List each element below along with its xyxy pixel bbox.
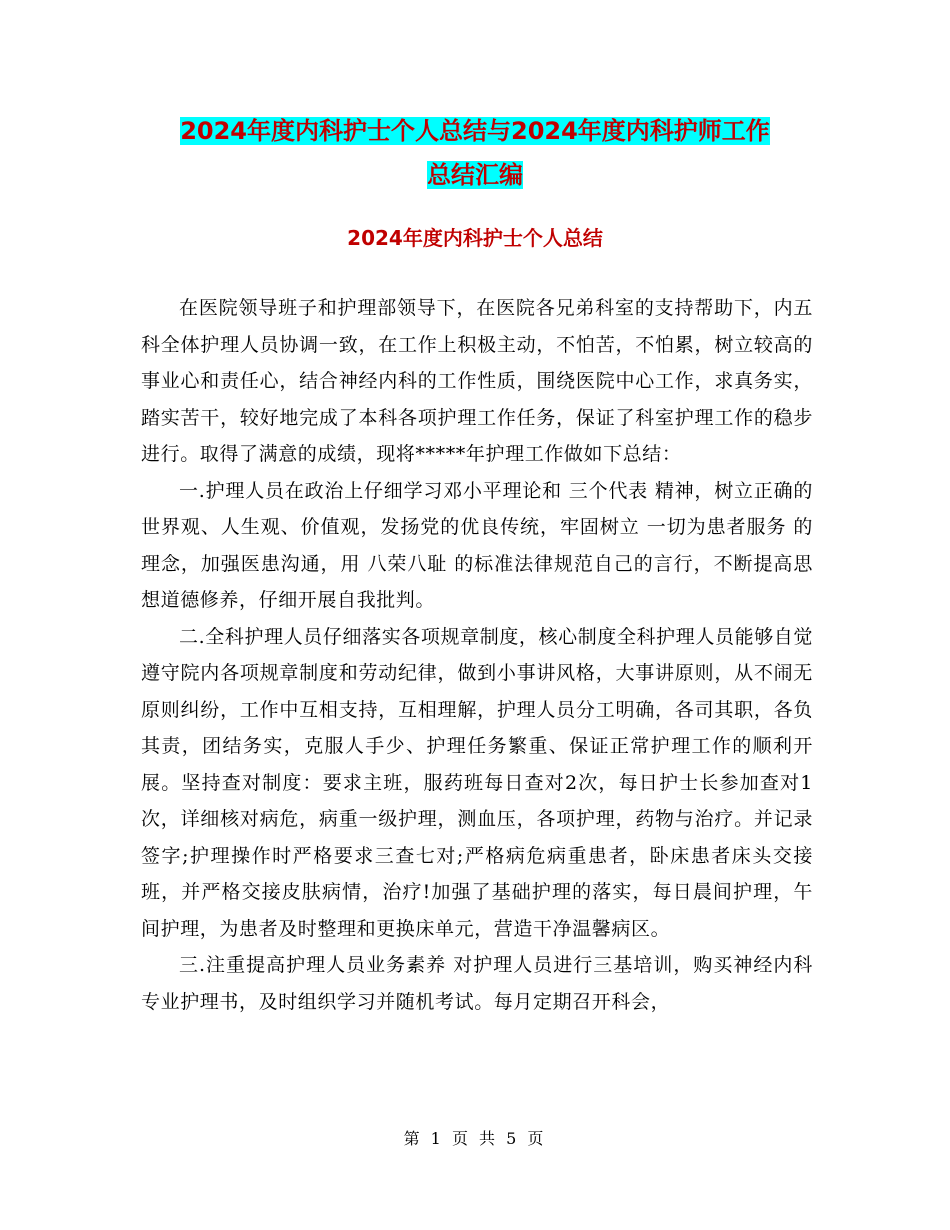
page-footer: 第 1 页 共 5 页 (403, 1129, 547, 1148)
paragraph-intro: 在医院领导班子和护理部领导下，在医院各兄弟科室的支持帮助下，内五科全体护理人员协调一致，在工作上积极主动，不怕苦，不怕累，树立较高的事业心和责任心，结合神经内科的工作性质，围绕医院中心工作，求真务实，踏实苦干，较好地完成了本科各项护理工作任务，保证了科室护理工作的稳步进行。取得了满意的成绩，现将*****年护理工作做如下总结： (141, 297, 813, 465)
document-body (141, 290, 813, 1020)
document-title-line1: 2024年度内科护士个人总结与2024年度内科护师工作 (180, 117, 770, 145)
paragraph-section-2: 二.全科护理人员仔细落实各项规章制度，核心制度全科护理人员能够自觉遵守院内各项规章制度和劳动纪律，做到小事讲风格，大事讲原则，从不闹无原则纠纷，工作中互相支持，互相理解，护理人员分工明确，各司其职，各负其责，团结务实，克服人手少、护理任务繁重、保证正常护理工作的顺利开展。坚持查对制度：要求主班，服药班每日查对2次，每日护士长参加查对1次，详细核对病危，病重一级护理，测血压，各项护理，药物与治疗。并记录签字;护理操作时严格要求三查七对;严格病危病重患者，卧床患者床头交接班，并严格交接皮肤病情，治疗!加强了基础护理的落实，每日晨间护理，午间护理，为患者及时整理和更换床单元，营造干净温馨病区。 (141, 625, 813, 940)
paragraph-section-3: 三.注重提高护理人员业务素养 对护理人员进行三基培训，购买神经内科专业护理书，及时组织学习并随机考试。每月定期召开科会， (141, 954, 813, 1013)
paragraph-section-1: 一.护理人员在政治上仔细学习邓小平理论和 三个代表 精神，树立正确的世界观、人生观、价值观，发扬党的优良传统，牢固树立 一切为患者服务 的理念，加强医患沟通，用 八荣八耻 的标准法律规范自己的言行，不断提高思想道德修养，仔细开展自我批判。 (141, 479, 813, 611)
document-title-line2: 总结汇编 (427, 161, 523, 189)
section-heading: 2024年度内科护士个人总结 (347, 226, 603, 250)
